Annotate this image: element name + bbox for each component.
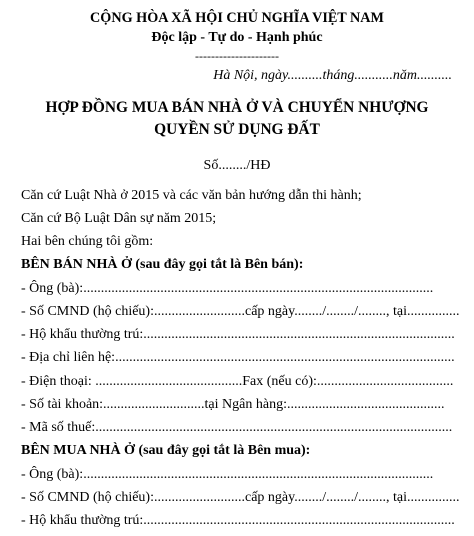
buyer-residence-field: - Hộ khẩu thường trú:.........................................................................................: [21, 513, 455, 528]
seller-heading: BÊN BÁN NHÀ Ở (sau đây gọi tắt là Bên bán):: [21, 257, 304, 272]
seller-phone-field: - Điện thoại: ..........................................Fax (nếu có):.......................................: [21, 374, 454, 389]
legal-basis-civil-code: Căn cứ Bộ Luật Dân sự năm 2015;: [21, 211, 217, 226]
seller-tax-code-field: - Mã số thuế:......................................................................................................: [21, 420, 453, 435]
buyer-heading: BÊN MUA NHÀ Ở (sau đây gọi tắt là Bên mua):: [21, 443, 311, 458]
seller-residence-field: - Hộ khẩu thường trú:.........................................................................................: [21, 327, 455, 342]
place-date-line: Hà Nội, ngày..........tháng...........năm..........: [213, 68, 452, 83]
seller-name-field: - Ông (bà):....................................................................................................: [21, 281, 434, 296]
contract-title-line-1: HỢP ĐỒNG MUA BÁN NHÀ Ở VÀ CHUYỂN NHƯỢNG: [45, 99, 429, 116]
seller-id-field: - Số CMND (hộ chiếu):..........................cấp ngày......../......../........, tại...............: [21, 304, 460, 319]
buyer-name-field: - Ông (bà):....................................................................................................: [21, 467, 434, 482]
contract-title-line-2: QUYỀN SỬ DỤNG ĐẤT: [154, 121, 320, 138]
parties-intro: Hai bên chúng tôi gồm:: [21, 234, 154, 249]
buyer-id-field: - Số CMND (hộ chiếu):..........................cấp ngày......../......../........, tại...............: [21, 490, 460, 505]
seller-account-field: - Số tài khoản:.............................tại Ngân hàng:.............................................: [21, 397, 445, 412]
seller-address-field: - Địa chỉ liên hệ:.................................................................................................: [21, 350, 455, 365]
national-motto: Độc lập - Tự do - Hạnh phúc: [151, 30, 323, 45]
header-rule: ---------------------: [195, 49, 279, 63]
national-title: CỘNG HÒA XÃ HỘI CHỦ NGHĨA VIỆT NAM: [90, 10, 384, 26]
contract-number: Số......../HĐ: [203, 158, 271, 173]
legal-basis-housing-law: Căn cứ Luật Nhà ở 2015 và các văn bản hướng dẫn thi hành;: [21, 188, 362, 203]
